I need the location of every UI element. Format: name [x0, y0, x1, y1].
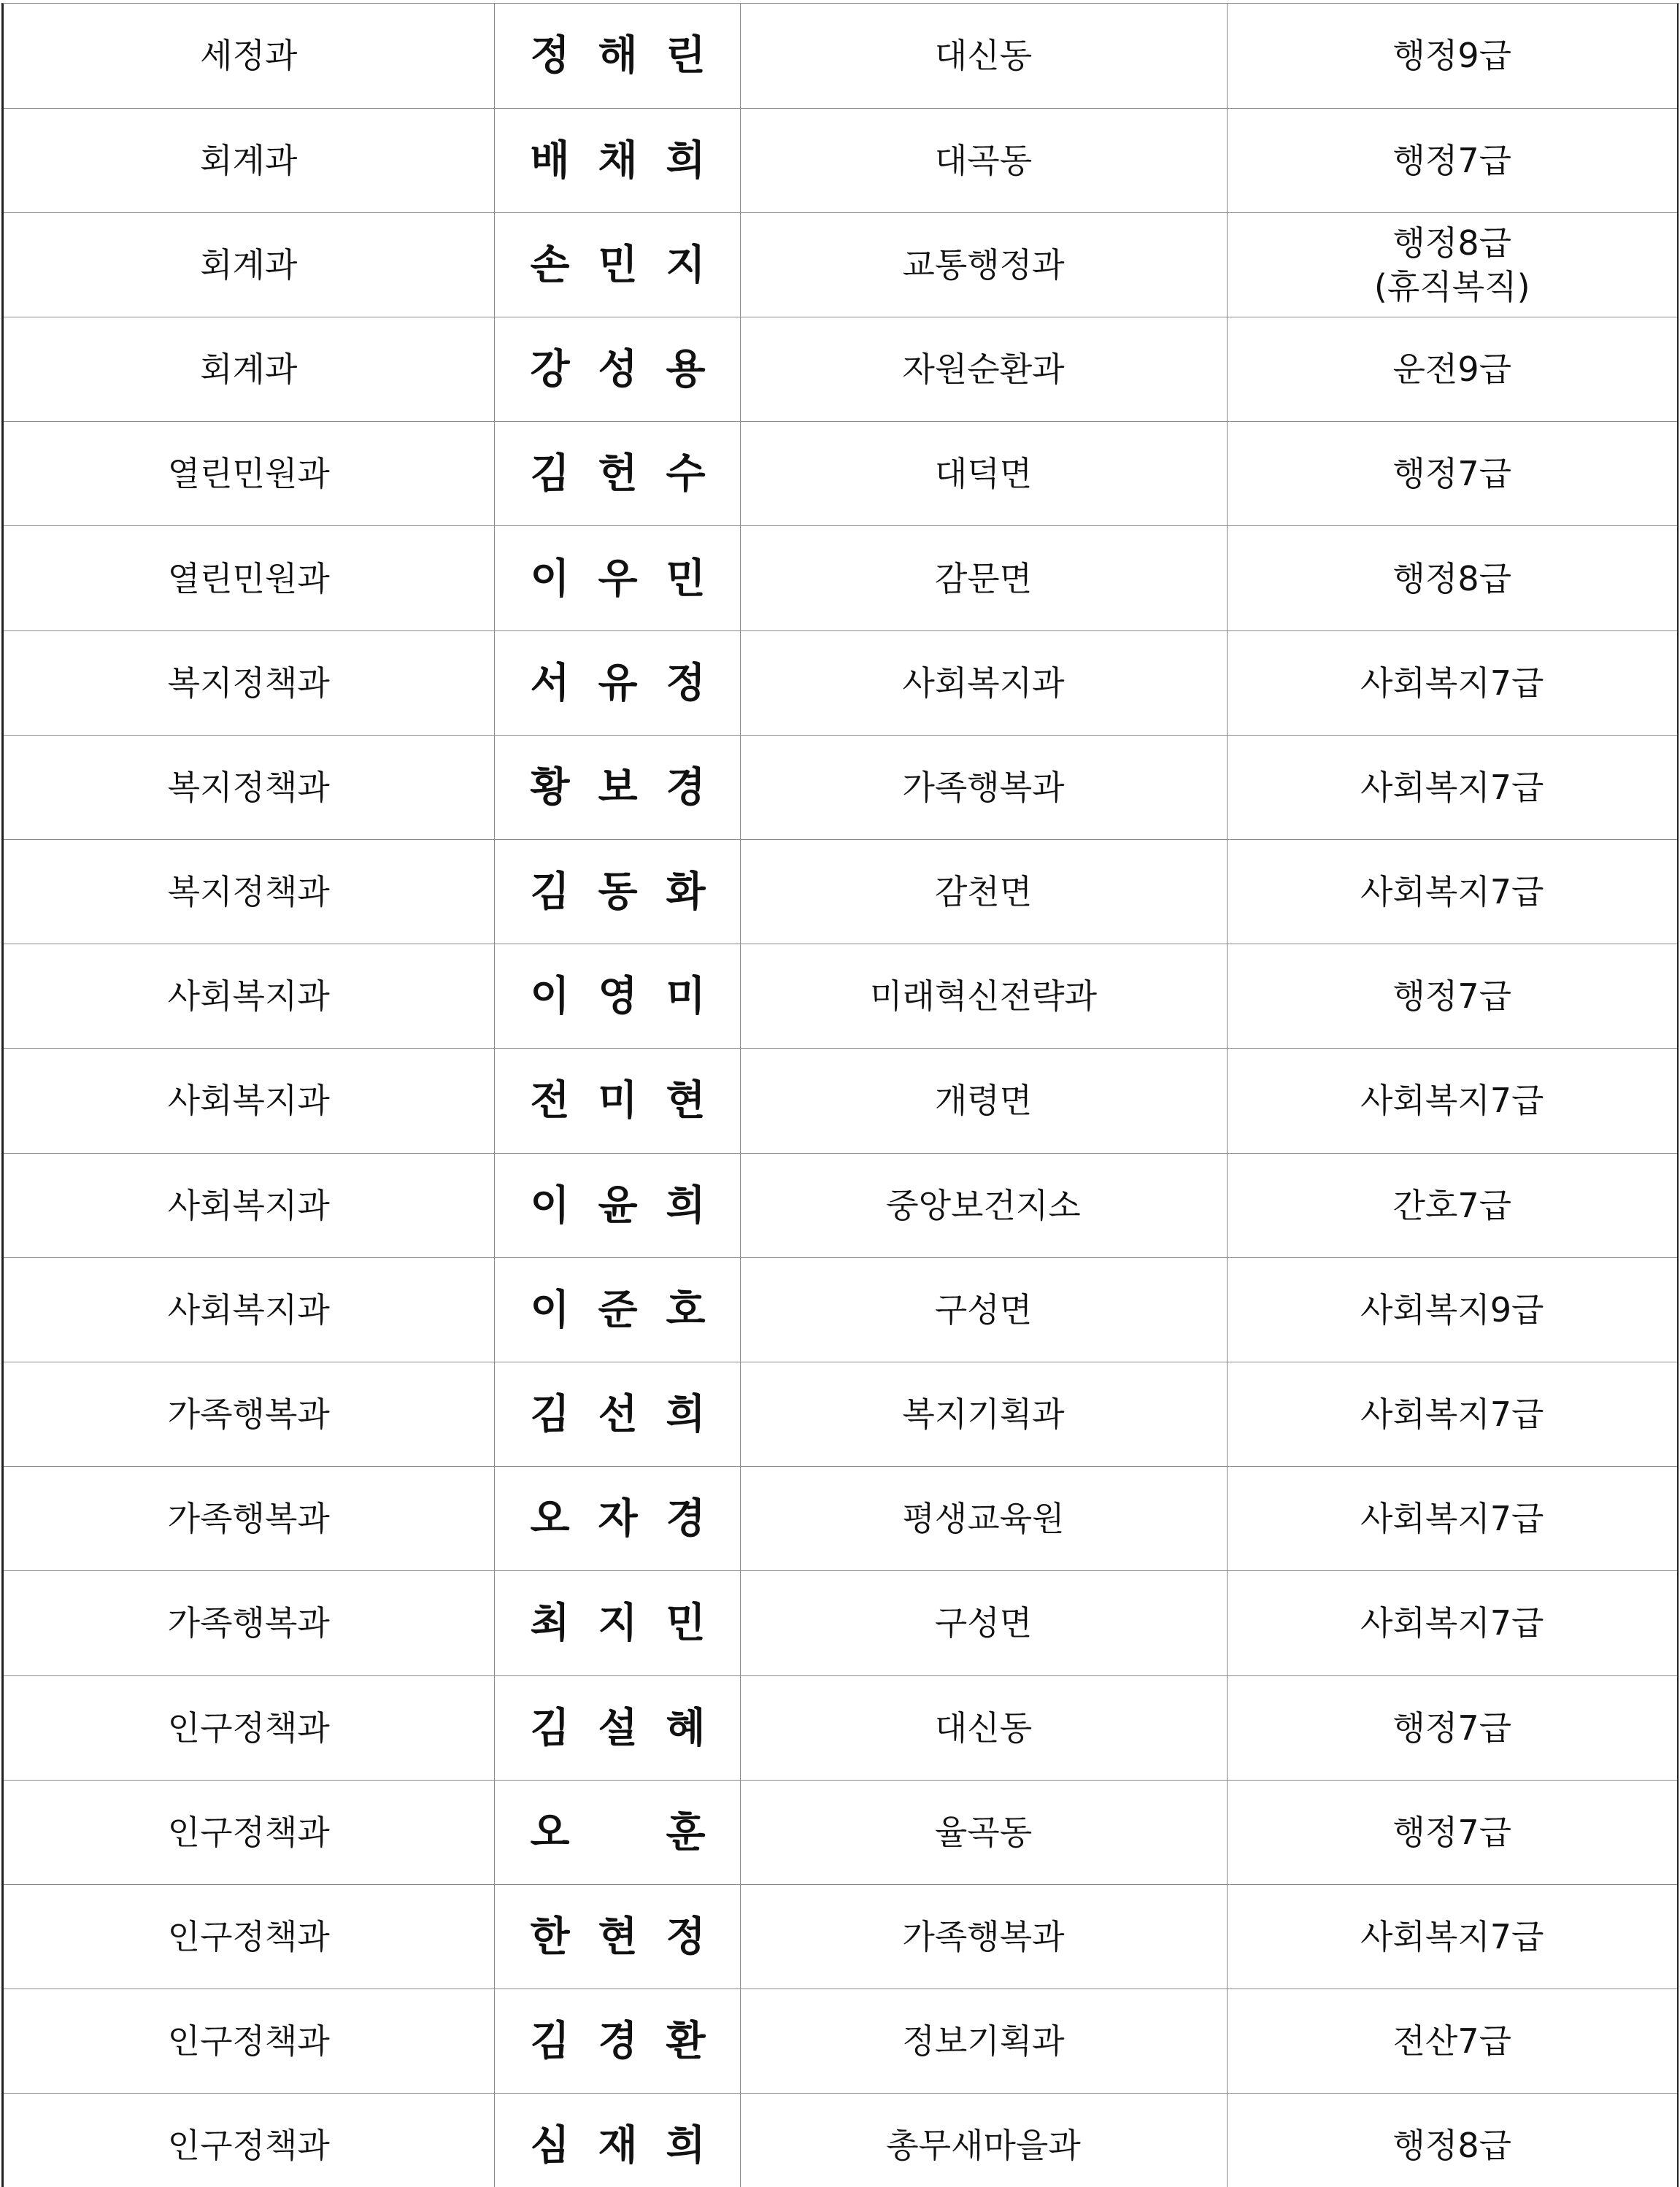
- grade-text: 사회복지7급: [1360, 767, 1544, 807]
- grade-cell: [1227, 422, 1677, 526]
- name-character: 오: [530, 1808, 570, 1856]
- employee-name-cell: [494, 212, 740, 317]
- new-department-cell: 평생교육원: [740, 1467, 1227, 1571]
- name-character: 김: [530, 868, 570, 917]
- current-department-cell: 사회복지과: [4, 1257, 494, 1362]
- table-row: [4, 840, 1677, 944]
- grade-text: 행정7급: [1392, 140, 1512, 180]
- current-department-cell: 복지정책과: [4, 735, 494, 839]
- employee-name: [495, 1285, 740, 1334]
- name-character: 경: [598, 2017, 638, 2066]
- table-row: [4, 944, 1677, 1049]
- employee-name: [495, 1810, 740, 1854]
- new-department-cell: 복지기획과: [740, 1362, 1227, 1466]
- name-character: 김: [530, 450, 570, 498]
- table-row: [4, 1153, 1677, 1257]
- table-row: [4, 422, 1677, 526]
- name-character: 윤: [598, 1181, 638, 1230]
- current-department-cell: 인구정책과: [4, 1884, 494, 1989]
- grade-text: 행정8급: [1392, 223, 1512, 263]
- name-character: 한: [530, 1912, 570, 1961]
- grade-cell: [1227, 1049, 1677, 1153]
- current-department-cell: 세정과: [4, 4, 494, 108]
- new-department-cell: 자원순환과: [740, 317, 1227, 422]
- name-character: 준: [598, 1285, 638, 1334]
- name-character: 혜: [666, 1703, 706, 1752]
- name-character: 희: [666, 2121, 706, 2170]
- current-department-cell: 인구정책과: [4, 1989, 494, 2094]
- name-character: 화: [666, 868, 706, 917]
- employee-name: [495, 31, 740, 80]
- table-row: [4, 630, 1677, 735]
- employee-name: [495, 765, 740, 809]
- name-character: 린: [666, 31, 706, 80]
- personnel-table-sheet: [1, 3, 1679, 2187]
- employee-name-cell: [494, 1884, 740, 1989]
- current-department-cell: 열린민원과: [4, 526, 494, 630]
- grade-text: 행정7급: [1392, 1812, 1512, 1852]
- table-row: [4, 1675, 1677, 1780]
- grade-text: 사회복지9급: [1360, 1289, 1544, 1330]
- name-character: 재: [598, 2121, 638, 2170]
- new-department-cell: 대곡동: [740, 108, 1227, 212]
- table-row: [4, 108, 1677, 212]
- name-character: 경: [666, 1494, 706, 1543]
- new-department-cell: 중앙보건지소: [740, 1153, 1227, 1257]
- grade-cell: [1227, 526, 1677, 630]
- name-character: 손: [530, 240, 570, 289]
- name-character: 오: [530, 1494, 570, 1543]
- name-character: 지: [666, 240, 706, 289]
- name-character: 미: [666, 972, 706, 1021]
- grade-text: 행정7급: [1392, 1708, 1512, 1748]
- grade-cell: [1227, 630, 1677, 735]
- current-department-cell: 회계과: [4, 212, 494, 317]
- grade-cell: [1227, 1362, 1677, 1466]
- table-row: [4, 1884, 1677, 1989]
- employee-name: [495, 1181, 740, 1230]
- grade-text: (휴직복직): [1373, 266, 1530, 306]
- current-department-cell: 인구정책과: [4, 1780, 494, 1884]
- name-character: 현: [598, 1912, 638, 1961]
- employee-name: [495, 1494, 740, 1543]
- employee-name-cell: [494, 1153, 740, 1257]
- new-department-cell: 구성면: [740, 1257, 1227, 1362]
- table-row: [4, 1780, 1677, 1884]
- new-department-cell: 대덕면: [740, 422, 1227, 526]
- grade-cell: [1227, 1571, 1677, 1675]
- name-character: 훈: [666, 1808, 706, 1856]
- personnel-transfer-table: [4, 4, 1677, 2187]
- new-department-cell: 대신동: [740, 1675, 1227, 1780]
- current-department-cell: 가족행복과: [4, 1467, 494, 1571]
- employee-name: [495, 868, 740, 917]
- grade-cell: [1227, 4, 1677, 108]
- grade-cell: [1227, 1989, 1677, 2094]
- new-department-cell: 총무새마을과: [740, 2094, 1227, 2187]
- employee-name: [495, 1912, 740, 1961]
- new-department-cell: 가족행복과: [740, 735, 1227, 839]
- name-character: 김: [530, 1390, 570, 1439]
- table-row: [4, 4, 1677, 108]
- grade-cell: [1227, 1884, 1677, 1989]
- employee-name-cell: [494, 735, 740, 839]
- grade-text: 행정7급: [1392, 454, 1512, 494]
- grade-cell: [1227, 735, 1677, 839]
- new-department-cell: 교통행정과: [740, 212, 1227, 317]
- new-department-cell: 사회복지과: [740, 630, 1227, 735]
- name-character: 수: [666, 450, 706, 498]
- employee-name-cell: [494, 526, 740, 630]
- employee-name-cell: [494, 422, 740, 526]
- current-department-cell: 가족행복과: [4, 1571, 494, 1675]
- name-character: 환: [666, 2017, 706, 2066]
- name-character: 이: [530, 1181, 570, 1230]
- current-department-cell: 회계과: [4, 317, 494, 422]
- grade-text: 사회복지7급: [1360, 1603, 1544, 1643]
- name-character: 이: [530, 554, 570, 603]
- name-character: 성: [598, 345, 638, 394]
- name-character: 최: [530, 1599, 570, 1648]
- employee-name-cell: [494, 108, 740, 212]
- current-department-cell: 사회복지과: [4, 1049, 494, 1153]
- employee-name: [495, 136, 740, 185]
- grade-cell: [1227, 1467, 1677, 1571]
- name-character: 설: [598, 1703, 638, 1752]
- current-department-cell: 가족행복과: [4, 1362, 494, 1466]
- grade-cell: [1227, 212, 1677, 317]
- table-body: [4, 4, 1677, 2187]
- name-character: 민: [666, 1599, 706, 1648]
- new-department-cell: 감문면: [740, 526, 1227, 630]
- new-department-cell: 미래혁신전략과: [740, 944, 1227, 1049]
- current-department-cell: 회계과: [4, 108, 494, 212]
- employee-name: [495, 240, 740, 289]
- table-row: [4, 1467, 1677, 1571]
- employee-name: [495, 1599, 740, 1648]
- name-character: 강: [530, 345, 570, 394]
- name-character: 심: [530, 2121, 570, 2170]
- name-character: 전: [530, 1076, 570, 1125]
- name-character: 김: [530, 1703, 570, 1752]
- name-character: 배: [530, 136, 570, 185]
- employee-name: [495, 1076, 740, 1125]
- new-department-cell: 가족행복과: [740, 1884, 1227, 1989]
- table-row: [4, 1989, 1677, 2094]
- grade-text: 사회복지7급: [1360, 663, 1544, 703]
- employee-name-cell: [494, 1362, 740, 1466]
- employee-name-cell: [494, 1257, 740, 1362]
- table-row: [4, 1257, 1677, 1362]
- grade-text: 운전9급: [1392, 350, 1512, 390]
- grade-cell: [1227, 1780, 1677, 1884]
- name-character: 황: [530, 763, 570, 811]
- employee-name-cell: [494, 1675, 740, 1780]
- employee-name: [495, 1703, 740, 1752]
- grade-cell: [1227, 1257, 1677, 1362]
- current-department-cell: 사회복지과: [4, 944, 494, 1049]
- grade-text: 전산7급: [1392, 2021, 1512, 2061]
- name-character: 호: [666, 1285, 706, 1334]
- grade-text: 행정8급: [1392, 2126, 1512, 2166]
- new-department-cell: 구성면: [740, 1571, 1227, 1675]
- new-department-cell: 개령면: [740, 1049, 1227, 1153]
- name-character: 우: [598, 554, 638, 603]
- name-character: 현: [666, 1076, 706, 1125]
- employee-name: [495, 1390, 740, 1439]
- name-character: 민: [598, 240, 638, 289]
- table-row: [4, 212, 1677, 317]
- name-character: 용: [666, 345, 706, 394]
- name-character: 자: [598, 1494, 638, 1543]
- table-row: [4, 735, 1677, 839]
- grade-cell: [1227, 840, 1677, 944]
- grade-text: 행정8급: [1392, 558, 1512, 598]
- employee-name-cell: [494, 840, 740, 944]
- current-department-cell: 복지정책과: [4, 630, 494, 735]
- table-row: [4, 317, 1677, 422]
- name-character: 헌: [598, 450, 638, 498]
- name-character: 민: [666, 554, 706, 603]
- employee-name-cell: [494, 4, 740, 108]
- table-row: [4, 1049, 1677, 1153]
- grade-text: 사회복지7급: [1360, 872, 1544, 912]
- name-character: 영: [598, 972, 638, 1021]
- employee-name-cell: [494, 1467, 740, 1571]
- employee-name: [495, 450, 740, 498]
- employee-name-cell: [494, 630, 740, 735]
- name-character: 이: [530, 1285, 570, 1334]
- grade-cell: [1227, 317, 1677, 422]
- grade-text: 사회복지7급: [1360, 1499, 1544, 1539]
- name-character: 서: [530, 658, 570, 707]
- grade-text: 사회복지7급: [1360, 1395, 1544, 1435]
- current-department-cell: 인구정책과: [4, 2094, 494, 2187]
- grade-cell: [1227, 944, 1677, 1049]
- name-character: 희: [666, 136, 706, 185]
- name-character: 미: [598, 1076, 638, 1125]
- name-character: 선: [598, 1390, 638, 1439]
- name-character: 보: [598, 763, 638, 811]
- name-character: 정: [666, 658, 706, 707]
- employee-name: [495, 2017, 740, 2066]
- grade-cell: [1227, 2094, 1677, 2187]
- name-character: 유: [598, 658, 638, 707]
- grade-text: 행정9급: [1392, 36, 1512, 76]
- employee-name: [495, 658, 740, 707]
- new-department-cell: 정보기획과: [740, 1989, 1227, 2094]
- name-character: 채: [598, 136, 638, 185]
- current-department-cell: 복지정책과: [4, 840, 494, 944]
- table-row: [4, 2094, 1677, 2187]
- name-character: 동: [598, 868, 638, 917]
- employee-name-cell: [494, 2094, 740, 2187]
- grade-text: 사회복지7급: [1360, 1916, 1544, 1956]
- name-character: 정: [666, 1912, 706, 1961]
- new-department-cell: 대신동: [740, 4, 1227, 108]
- employee-name: [495, 972, 740, 1021]
- grade-cell: [1227, 1153, 1677, 1257]
- grade-cell: [1227, 1675, 1677, 1780]
- grade-text: 사회복지7급: [1360, 1081, 1544, 1121]
- current-department-cell: 인구정책과: [4, 1675, 494, 1780]
- current-department-cell: 사회복지과: [4, 1153, 494, 1257]
- name-character: 이: [530, 972, 570, 1021]
- name-character: 희: [666, 1181, 706, 1230]
- grade-text: 간호7급: [1392, 1185, 1512, 1225]
- employee-name-cell: [494, 1989, 740, 2094]
- employee-name-cell: [494, 1049, 740, 1153]
- employee-name: [495, 2121, 740, 2170]
- employee-name-cell: [494, 317, 740, 422]
- new-department-cell: 율곡동: [740, 1780, 1227, 1884]
- name-character: 희: [666, 1390, 706, 1439]
- employee-name-cell: [494, 1571, 740, 1675]
- employee-name: [495, 554, 740, 603]
- name-character: 김: [530, 2017, 570, 2066]
- table-row: [4, 526, 1677, 630]
- new-department-cell: 감천면: [740, 840, 1227, 944]
- current-department-cell: 열린민원과: [4, 422, 494, 526]
- employee-name: [495, 345, 740, 394]
- name-character: 지: [598, 1599, 638, 1648]
- employee-name-cell: [494, 1780, 740, 1884]
- table-row: [4, 1571, 1677, 1675]
- name-character: 정: [530, 31, 570, 80]
- grade-cell: [1227, 108, 1677, 212]
- employee-name-cell: [494, 944, 740, 1049]
- table-row: [4, 1362, 1677, 1466]
- grade-text: 행정7급: [1392, 976, 1512, 1017]
- name-character: 경: [666, 763, 706, 811]
- name-character: 해: [598, 31, 638, 80]
